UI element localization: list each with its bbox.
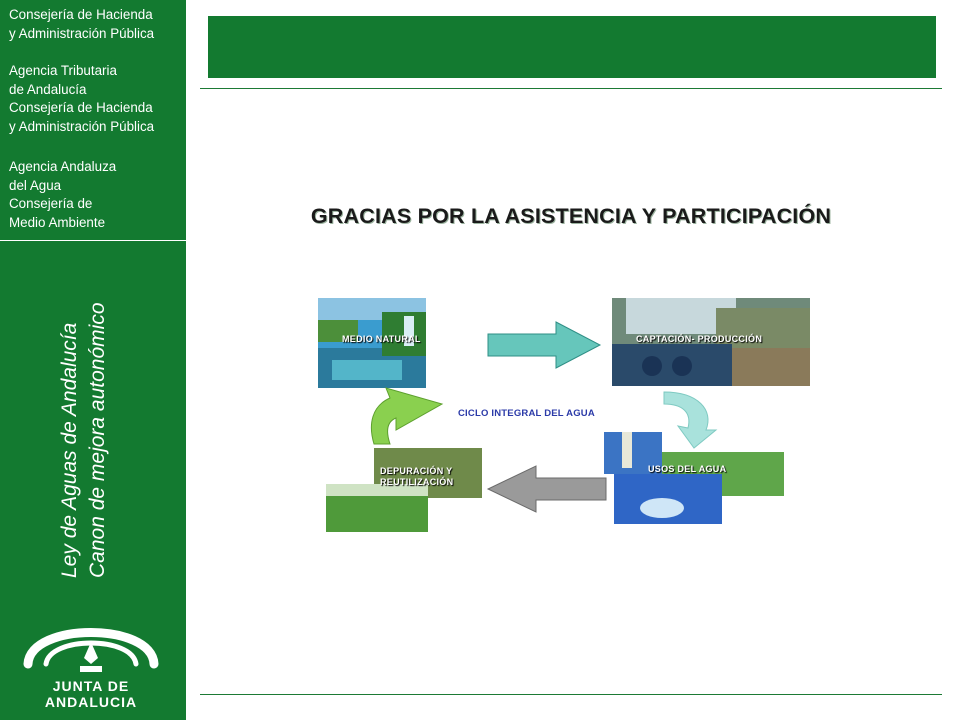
org-line: y Administración Pública — [9, 118, 155, 134]
top-divider — [200, 88, 942, 89]
stage-label-captacion-produccion: CAPTACIÓN- PRODUCCIÓN — [636, 334, 763, 344]
water-cycle-diagram — [310, 292, 822, 540]
top-banner — [208, 16, 936, 78]
sidebar — [0, 0, 186, 720]
org-line: Agencia Tributaria — [9, 63, 117, 78]
org-line: Agencia Andaluza — [9, 159, 117, 174]
logo-text: JUNTA DE ANDALUCIA — [44, 678, 138, 710]
arrow-left-icon — [484, 464, 608, 514]
org-line: de Andalucía — [9, 81, 87, 97]
stage-label-depuracion-reutilizacion — [380, 466, 480, 488]
org-line: Consejería de — [9, 196, 93, 211]
stage-label-medio-natural: MEDIO NATURAL — [342, 334, 421, 344]
vertical-title — [56, 258, 112, 578]
org-block-agencia-tributaria — [9, 62, 154, 136]
org-block-hacienda — [9, 6, 154, 43]
golf-course-photo-icon — [326, 448, 482, 532]
stage-label-text: DEPURACIÓN Y REUTILIZACIÓN — [380, 466, 454, 487]
sidebar-divider — [0, 240, 186, 241]
org-line: del Agua — [9, 177, 62, 193]
bottom-divider — [200, 694, 942, 695]
vertical-title-line-1: Ley de Aguas de Andalucía — [58, 322, 81, 578]
org-line: Consejería de Hacienda — [9, 7, 153, 22]
junta-de-andalucia-logo — [20, 602, 162, 710]
vertical-title-line-2: Canon de mejora autonómico — [86, 302, 109, 578]
junta-emblem-icon — [20, 602, 162, 678]
arrow-down-icon — [658, 390, 722, 450]
arrow-up-icon — [346, 384, 446, 446]
arrow-right-icon — [486, 320, 602, 370]
org-line: Medio Ambiente — [9, 214, 106, 230]
org-line: y Administración Pública — [9, 25, 155, 41]
cycle-center-label: CICLO INTEGRAL DEL AGUA — [458, 408, 595, 419]
photo-depuracion-reutilizacion — [326, 448, 482, 532]
thanks-heading: GRACIAS POR LA ASISTENCIA Y PARTICIPACIÓN — [310, 204, 832, 228]
org-line: Consejería de Hacienda — [9, 100, 153, 115]
stage-label-usos-del-agua: USOS DEL AGUA — [648, 464, 727, 474]
org-block-agencia-agua — [9, 158, 116, 232]
